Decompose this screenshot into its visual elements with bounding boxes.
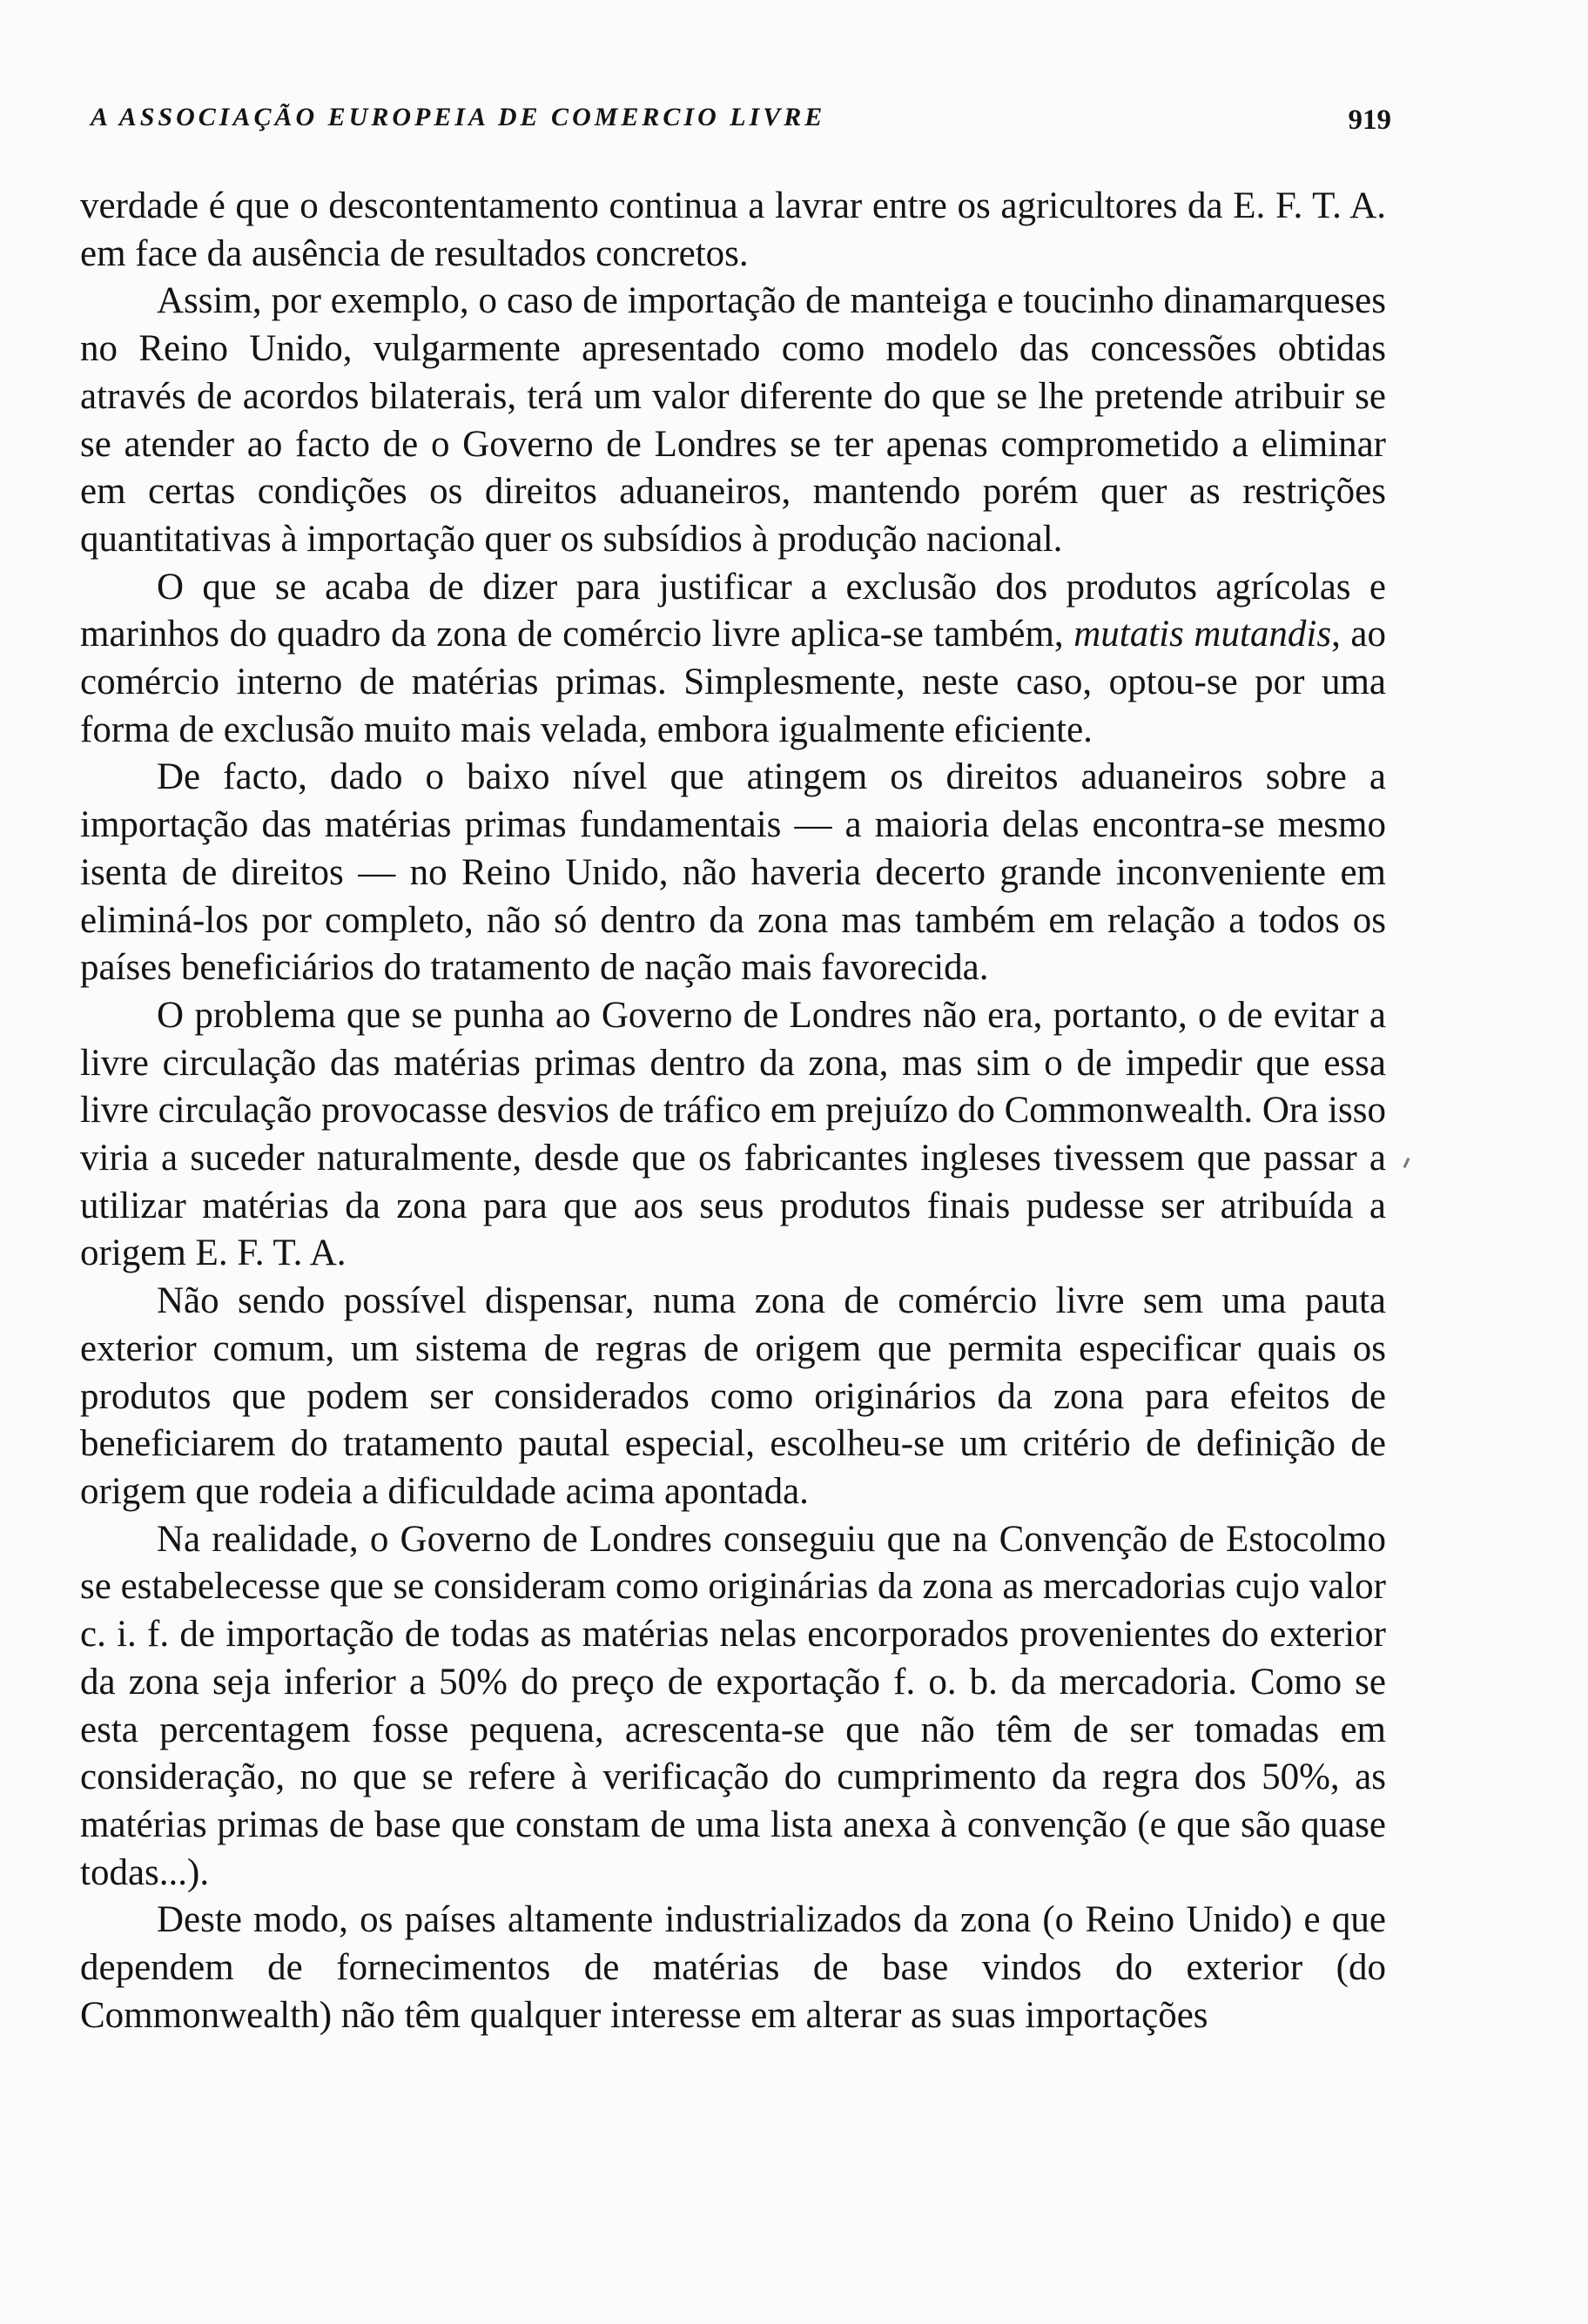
text-run: Deste modo, os países altamente industrializados da zona (o Reino Unido) e que dependem de fornecimentos de matérias de base vindos do exterior (do Commonwealth) não têm qualquer interesse em alterar as suas importações: [80, 1899, 1386, 2036]
paragraph: [80, 1278, 1386, 1516]
italic-phrase: mutatis mutandis: [1073, 614, 1332, 655]
paragraph: [80, 1516, 1386, 1897]
text-run: , ao comércio interno de matérias primas. Simplesmente, neste caso, optou-se por uma forma de exclusão muito mais velada, embora igualmente eficiente.: [80, 614, 1386, 750]
body-text: [80, 183, 1386, 2039]
page-number: 919: [1348, 104, 1391, 136]
paragraph: [80, 1897, 1386, 2039]
scan-speck: [1403, 1158, 1410, 1168]
running-title: A ASSOCIAÇÃO EUROPEIA DE COMERCIO LIVRE: [91, 103, 826, 131]
running-head: [91, 103, 1391, 146]
text-run: O problema que se punha ao Governo de Londres não era, portanto, o de evitar a livre circulação das matérias primas dentro da zona, mas sim o de impedir que essa livre circulação provocasse desvios de tráfico em prejuízo do Commonwealth. Ora isso viria a suceder naturalmente, desde que os fabricantes ingleses tivessem que passar a utilizar matérias da zona para que aos seus produtos finais pudesse ser atribuída a origem E. F. T. A.: [80, 994, 1386, 1274]
paragraph: [80, 564, 1386, 755]
paragraph: [80, 992, 1386, 1278]
text-run: verdade é que o descontentamento continua a lavrar entre os agricultores da E. F. T. A. em face da ausência de resultados concretos.: [80, 185, 1386, 274]
text-run: Assim, por exemplo, o caso de importação de manteiga e toucinho dinamarqueses no Reino Unido, vulgarmente apresentado como modelo das concessões obtidas através de acordos bilaterais, terá um valor diferente do que se lhe pretende atribuir se se atender ao facto de o Governo de Londres se ter apenas comprometido a eliminar em certas condições os direitos aduaneiros, mantendo porém quer as restrições quantitativas à importação quer os subsídios à produção nacional.: [80, 280, 1386, 560]
paragraph: [80, 754, 1386, 992]
text-run: Na realidade, o Governo de Londres conseguiu que na Convenção de Estocolmo se estabelecesse que se consideram como originárias da zona as mercadorias cujo valor c. i. f. de importação de todas as matérias nelas encorporados provenientes do exterior da zona seja inferior a 50% do preço de exportação f. o. b. da mercadoria. Como se esta percentagem fosse pequena, acrescenta-se que não têm de ser tomadas em consideração, no que se refere à verificação do cumprimento da regra dos 50%, as matérias primas de base que constam de uma lista anexa à convenção (e que são quase todas...).: [80, 1518, 1386, 1893]
paragraph: [80, 183, 1386, 278]
text-run: De facto, dado o baixo nível que atingem os direitos aduaneiros sobre a importação das matérias primas fundamentais — a maioria delas encontra-se mesmo isenta de direitos — no Reino Unido, não haveria decerto grande inconveniente em eliminá-los por completo, não só dentro da zona mas também em relação a todos os países beneficiários do tratamento de nação mais favorecida.: [80, 756, 1386, 989]
paragraph: [80, 278, 1386, 563]
text-run: O que se acaba de dizer para justificar a exclusão dos produtos agrícolas e marinhos do quadro da zona de comércio livre aplica-se também,: [80, 566, 1386, 655]
text-run: Não sendo possível dispensar, numa zona de comércio livre sem uma pauta exterior comum, um sistema de regras de origem que permita especificar quais os produtos que podem ser considerados como originários da zona para efeitos de beneficiarem do tratamento pautal especial, escolheu-se um critério de definição de origem que rodeia a dificuldade acima apontada.: [80, 1280, 1386, 1512]
